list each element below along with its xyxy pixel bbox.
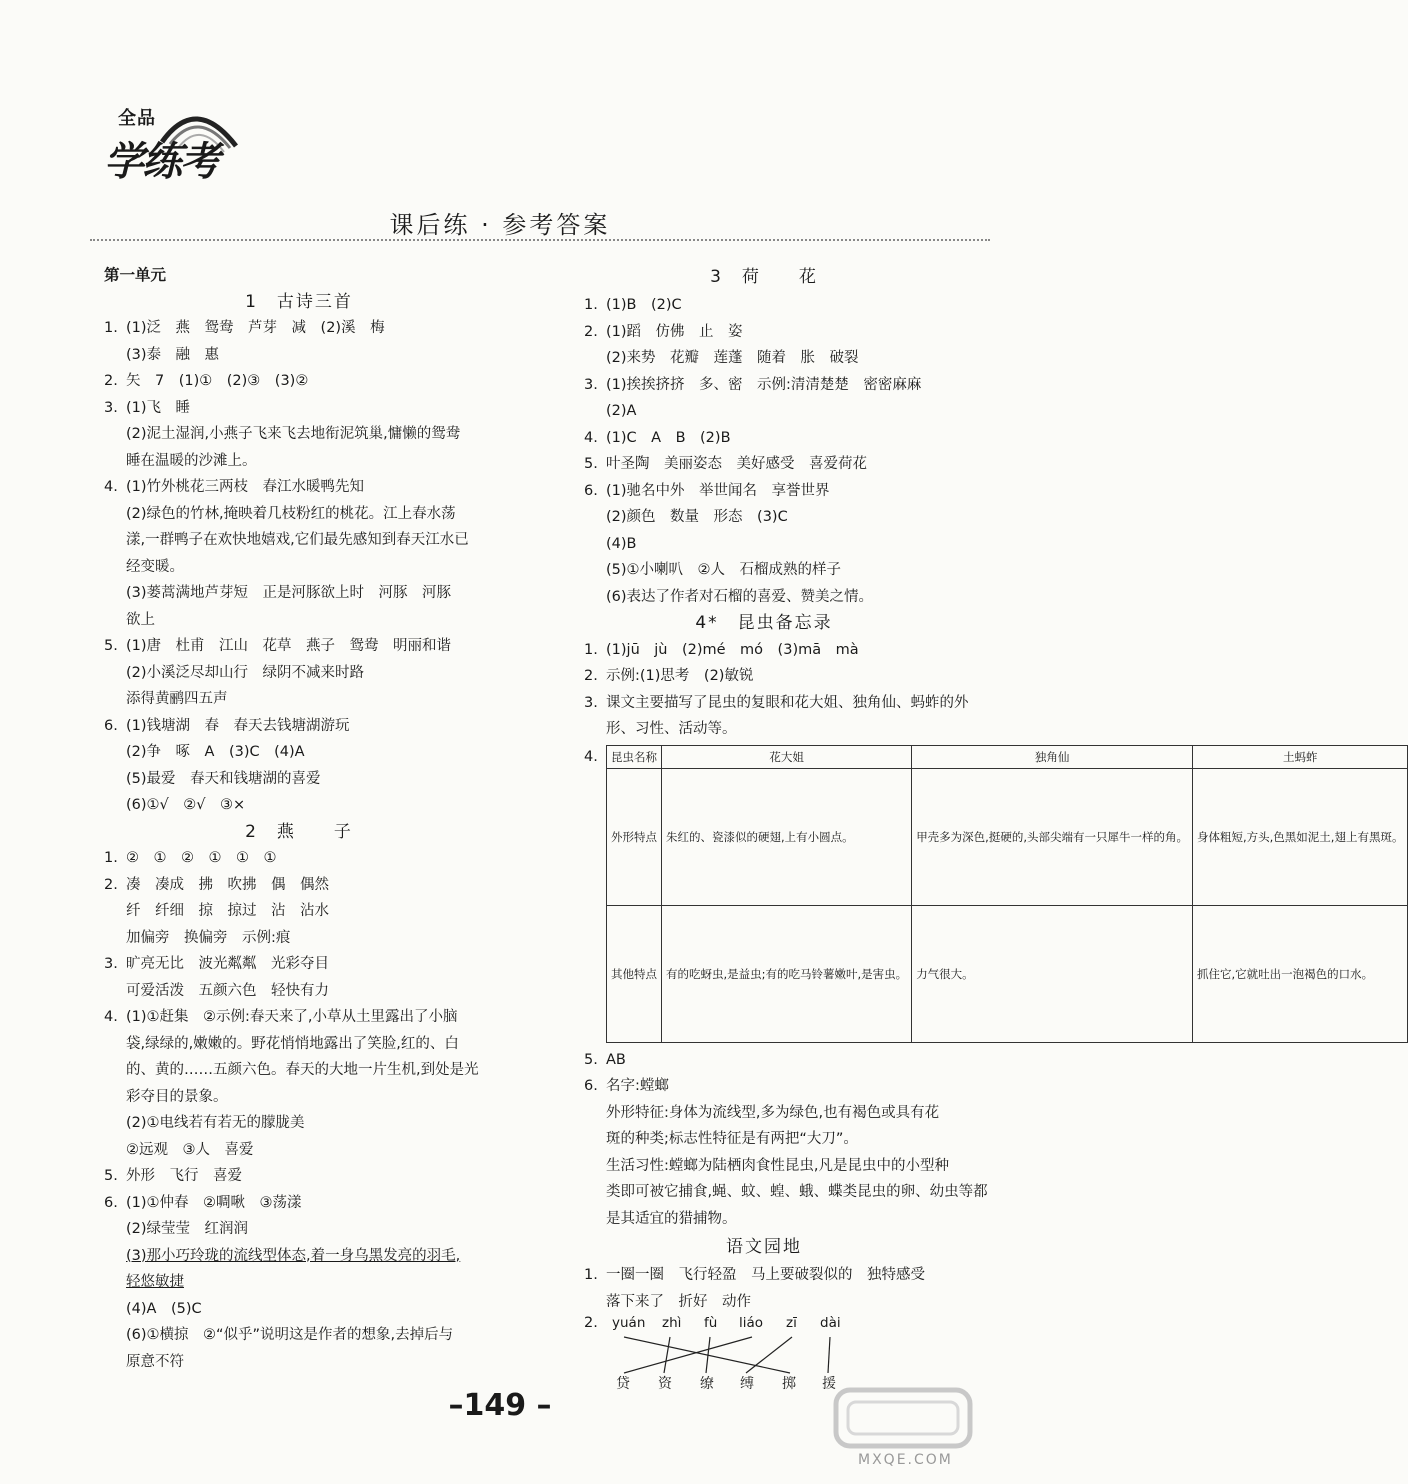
question-number: 1. xyxy=(104,850,118,866)
answer-line xyxy=(104,342,494,369)
question-number: 4. xyxy=(104,1009,118,1025)
answer-text: 轻悠敏捷 xyxy=(126,1274,184,1290)
answer-line xyxy=(104,1243,494,1270)
answer-text: 课文主要描写了昆虫的复眼和花大姐、独角仙、蚂蚱的外 xyxy=(606,694,969,711)
page-number: –149 – xyxy=(448,1388,552,1423)
answer-text: 语文园地 xyxy=(726,1237,802,1257)
answer-text: (2)绿莹莹 红润润 xyxy=(126,1221,249,1237)
answer-text: 第一单元 xyxy=(104,266,167,284)
answer-text: (3)泰 融 惠 xyxy=(126,346,220,363)
answer-text: 旷亮无比 波光粼粼 光彩夺目 xyxy=(126,956,329,972)
answer-text: 4* 昆虫备忘录 xyxy=(695,613,833,633)
answer-text: (1)①赶集 ②示例:春天来了,小草从土里露出了小脑 xyxy=(126,1009,458,1025)
section-heading xyxy=(104,289,494,316)
answer-line xyxy=(584,690,969,717)
answer-text: (2)来势 花瓣 莲蓬 随着 胀 破裂 xyxy=(606,350,859,366)
answer-text: 外形 飞行 喜爱 xyxy=(126,1168,242,1184)
table-cell: 身体粗短,方头,色黑如泥土,翅上有黑斑。 xyxy=(1193,768,1408,905)
table-cell: 抓住它,它就吐出一泡褐色的口水。 xyxy=(1193,905,1408,1042)
question-number: 4. xyxy=(584,429,598,446)
question-number: 6. xyxy=(104,717,118,734)
brand-logo xyxy=(100,100,250,184)
question-number: 5. xyxy=(584,456,598,472)
answer-text: 是其适宜的猎捕物。 xyxy=(606,1210,737,1227)
answer-text: 加偏旁 换偏旁 示例:痕 xyxy=(126,929,291,946)
answer-line xyxy=(584,372,944,399)
answer-line xyxy=(104,978,494,1005)
answer-text: (1)蹈 仿佛 止 姿 xyxy=(606,323,743,340)
answer-line xyxy=(104,1349,494,1376)
answer-line xyxy=(584,425,944,452)
answer-text: 凑 凑成 拂 吹拂 偶 偶然 xyxy=(126,876,329,893)
answer-line xyxy=(104,686,494,713)
answer-line xyxy=(584,1262,944,1289)
answer-text: 叶圣陶 美丽姿态 美好感受 喜爱荷花 xyxy=(606,456,867,472)
answer-text: 形、习性、活动等。 xyxy=(606,721,737,737)
answer-text: (2)①电线若有若无的朦胧美 xyxy=(126,1115,305,1131)
logo-brand-main: 学练考 xyxy=(104,139,218,185)
answer-text: (6)①√ ②√ ③× xyxy=(126,797,246,813)
answer-line xyxy=(104,633,494,660)
answer-line xyxy=(104,607,494,634)
watermark-text: MXQE.COM xyxy=(858,1452,953,1468)
answer-text: (1)竹外桃花三两枝 春江水暖鸭先知 xyxy=(126,479,365,495)
question-number: 2. xyxy=(584,1315,598,1331)
answer-text: 名字:螳螂 xyxy=(606,1078,669,1094)
answer-text: (3)蒌蒿满地芦芽短 正是河豚欲上时 河豚 河豚 xyxy=(126,585,452,601)
section-heading xyxy=(584,1232,944,1262)
answer-text: (1)飞 睡 xyxy=(126,399,191,416)
question-number: 3. xyxy=(584,694,598,711)
answer-line xyxy=(104,660,494,687)
question-4-table-block xyxy=(584,745,1404,1043)
table-cell: 有的吃蚜虫,是益虫;有的吃马铃薯嫩叶,是害虫。 xyxy=(662,905,912,1042)
answer-line xyxy=(104,1190,494,1217)
header-cell: 土蚂蚱 xyxy=(1193,745,1408,768)
answer-line xyxy=(104,1057,494,1084)
question-number: 1. xyxy=(104,320,118,336)
section-heading xyxy=(104,819,494,846)
answer-text: ② ① ② ① ① ① xyxy=(126,850,277,866)
pinyin-item: liáo xyxy=(739,1315,764,1331)
answer-line xyxy=(104,1296,494,1323)
answer-line xyxy=(104,1004,494,1031)
answer-line xyxy=(104,474,494,501)
answer-line xyxy=(584,1179,988,1206)
answer-line xyxy=(104,872,494,899)
question-number: 3. xyxy=(584,376,598,393)
answer-text: 睡在温暖的沙滩上。 xyxy=(126,452,257,469)
answer-line xyxy=(584,637,944,664)
answer-line xyxy=(104,1322,494,1349)
question-number: 5. xyxy=(104,1168,118,1184)
table-row xyxy=(607,768,1408,905)
header-cell: 独角仙 xyxy=(912,745,1193,768)
answer-line xyxy=(584,1153,949,1180)
answer-text: 示例:(1)思考 (2)敏锐 xyxy=(606,668,754,684)
answer-line xyxy=(104,501,494,528)
question-number: 2. xyxy=(584,668,598,684)
answer-text: 3 荷 花 xyxy=(710,267,818,287)
question-number: 3. xyxy=(104,956,118,972)
answer-line xyxy=(584,504,944,531)
left-column xyxy=(104,262,494,1375)
hanzi-item: 贷 xyxy=(616,1376,630,1392)
answer-text: 生活习性:螳螂为陆栖肉食性昆虫,凡是昆虫中的小型种 xyxy=(606,1157,949,1174)
answer-line xyxy=(584,1126,944,1153)
answer-line xyxy=(584,531,944,558)
answer-text: 外形特征:身体为流线型,多为绿色,也有褐色或具有花 xyxy=(606,1104,940,1121)
answer-line xyxy=(104,554,494,581)
answer-line xyxy=(104,845,494,872)
answer-text: (1)C A B (2)B xyxy=(606,429,731,446)
answer-text: 原意不符 xyxy=(126,1353,184,1370)
answer-text: 欲上 xyxy=(126,611,155,628)
answer-line xyxy=(104,1269,494,1296)
pinyin-item: zī xyxy=(786,1315,797,1331)
answer-line xyxy=(104,1110,494,1137)
section-heading xyxy=(584,262,944,292)
answer-text: 彩夺目的景象。 xyxy=(126,1088,228,1105)
answer-line xyxy=(584,557,944,584)
answer-line xyxy=(584,1100,944,1127)
table-cell: 甲壳多为深色,挺硬的,头部尖端有一只犀牛一样的角。 xyxy=(912,768,1193,905)
answer-text: 类即可被它捕食,蝇、蚊、蝗、蛾、蝶类昆虫的卵、幼虫等都 xyxy=(606,1184,988,1200)
answer-line xyxy=(584,398,944,425)
answer-text: (4)A (5)C xyxy=(126,1300,202,1317)
answer-line xyxy=(584,716,944,743)
logo-brand-top: 全品 xyxy=(118,108,156,129)
row-label: 外形特点 xyxy=(607,768,662,905)
answer-text: (5)①小喇叭 ②人 石榴成熟的样子 xyxy=(606,562,842,578)
answer-line xyxy=(104,951,494,978)
question-number: 2. xyxy=(104,876,118,893)
answer-text: (1)B (2)C xyxy=(606,297,682,313)
answer-line xyxy=(104,713,494,740)
answer-line xyxy=(584,451,944,478)
answer-line xyxy=(584,292,944,319)
answer-text: (2)争 啄 A (3)C (4)A xyxy=(126,744,305,760)
answer-text: 纤 纤细 掠 掠过 沾 沾水 xyxy=(126,903,329,919)
answer-text: 一圈一圈 飞行轻盈 马上要破裂似的 独特感受 xyxy=(606,1267,925,1283)
answer-line xyxy=(584,1047,944,1074)
pinyin-row xyxy=(584,1315,944,1337)
hanzi-item: 资 xyxy=(658,1376,672,1392)
answer-line xyxy=(584,1073,944,1100)
answer-text: 2 燕 子 xyxy=(245,821,353,842)
answer-line xyxy=(104,898,494,925)
answer-line xyxy=(104,368,494,395)
answer-line xyxy=(584,478,944,505)
table-cell: 力气很大。 xyxy=(912,905,1193,1042)
answer-text: (1)①仲春 ②啁啾 ③荡漾 xyxy=(126,1194,302,1211)
question-number: 5. xyxy=(584,1051,598,1068)
answer-line xyxy=(104,1216,494,1243)
row-label: 其他特点 xyxy=(607,905,662,1042)
question-number: 6. xyxy=(584,482,598,499)
answer-text: 斑的种类;标志性特征是有两把“大刀”。 xyxy=(606,1131,858,1147)
answer-line xyxy=(104,580,494,607)
answer-text: (1)驰名中外 举世闻名 享誉世界 xyxy=(606,482,830,499)
answer-text: (1)唐 杜甫 江山 花草 燕子 鸳鸯 明丽和谐 xyxy=(126,638,452,654)
question-number: 1. xyxy=(584,641,598,658)
answer-text: (5)最爱 春天和钱塘湖的喜爱 xyxy=(126,770,321,787)
title-divider xyxy=(90,239,990,241)
answer-line xyxy=(584,1206,944,1233)
pinyin-item: yuán xyxy=(612,1315,646,1331)
answer-text: (1)泛 燕 鸳鸯 芦芽 减 (2)溪 梅 xyxy=(126,320,385,336)
answer-text: 1 古诗三首 xyxy=(245,291,353,312)
answer-line xyxy=(104,421,494,448)
hanzi-item: 掷 xyxy=(782,1376,796,1392)
question-number: 1. xyxy=(584,297,598,313)
answer-line xyxy=(584,584,944,611)
answer-line xyxy=(104,448,494,475)
unit-heading xyxy=(104,262,494,289)
answer-line xyxy=(104,739,494,766)
answer-text: 落下来了 折好 动作 xyxy=(606,1293,751,1310)
answer-text: (6)①横掠 ②“似乎”说明这是作者的想象,去掉后与 xyxy=(126,1327,454,1343)
answer-line xyxy=(584,319,944,346)
header-cell: 花大姐 xyxy=(662,745,912,768)
answer-text: (2)小溪泛尽却山行 绿阴不减来时路 xyxy=(126,664,365,681)
matching-lines xyxy=(584,1335,864,1375)
question-number: 4. xyxy=(104,479,118,495)
hanzi-item: 援 xyxy=(822,1376,836,1392)
pinyin-item: dài xyxy=(820,1315,841,1331)
answer-text: (2)绿色的竹林,掩映着几枝粉红的桃花。江上春水荡 xyxy=(126,505,456,522)
answer-line xyxy=(584,345,944,372)
insect-table xyxy=(606,745,1408,1043)
answer-text: (2)颜色 数量 形态 (3)C xyxy=(606,509,788,525)
answer-text: (1)挨挨挤挤 多、密 示例:清清楚楚 密密麻麻 xyxy=(606,376,922,393)
answer-text: 矢 7 (1)① (2)③ (3)② xyxy=(126,373,309,389)
table-cell: 朱红的、瓷漆似的硬翅,上有小圆点。 xyxy=(662,768,912,905)
answer-line xyxy=(104,1163,494,1190)
answer-text: ②远观 ③人 喜爱 xyxy=(126,1141,254,1158)
answer-text: (2)A xyxy=(606,403,637,419)
table-header-row xyxy=(607,745,1408,768)
question-number: 2. xyxy=(104,373,118,389)
answer-line xyxy=(104,766,494,793)
answer-text: (4)B xyxy=(606,535,637,552)
section-heading xyxy=(584,610,944,637)
answer-text: 袋,绿绿的,嫩嫩的。野花悄悄地露出了笑脸,红的、白 xyxy=(126,1035,459,1052)
right-column xyxy=(584,262,1404,1411)
answer-text: 添得黄鹂四五声 xyxy=(126,691,228,707)
question-number: 1. xyxy=(584,1267,598,1283)
answer-text: (1)jū jù (2)mé mó (3)mā mà xyxy=(606,641,859,658)
hanzi-item: 缭 xyxy=(700,1376,714,1392)
table-row xyxy=(607,905,1408,1042)
answer-text: (3)那小巧玲珑的流线型体态,着一身乌黑发亮的羽毛, xyxy=(126,1247,461,1264)
question-number: 3. xyxy=(104,399,118,416)
answer-line xyxy=(104,925,494,952)
answer-line xyxy=(104,1084,494,1111)
answer-text: (6)表达了作者对石榴的喜爱、赞美之情。 xyxy=(606,588,874,605)
answer-text: (2)泥土湿润,小燕子飞来飞去地衔泥筑巢,慵懒的鸳鸯 xyxy=(126,426,461,442)
pinyin-item: fù xyxy=(704,1315,718,1331)
answer-line xyxy=(104,315,494,342)
question-number: 6. xyxy=(104,1194,118,1211)
question-number: 6. xyxy=(584,1078,598,1094)
question-number: 2. xyxy=(584,323,598,340)
page-title: 课后练 · 参考答案 xyxy=(389,211,611,239)
answer-text: (1)钱塘湖 春 春天去钱塘湖游玩 xyxy=(126,717,350,734)
answer-text: 经变暖。 xyxy=(126,558,184,575)
answer-line xyxy=(104,527,494,554)
hanzi-item: 缚 xyxy=(740,1376,754,1392)
answer-line xyxy=(104,1031,494,1058)
question-number: 5. xyxy=(104,638,118,654)
answer-line xyxy=(104,792,494,819)
answer-line xyxy=(584,663,944,690)
answer-line xyxy=(104,1137,494,1164)
answer-text: 漾,一群鸭子在欢快地嬉戏,它们最先感知到春天江水已 xyxy=(126,532,469,548)
answer-text: 可爱活泼 五颜六色 轻快有力 xyxy=(126,982,329,999)
answer-line xyxy=(104,395,494,422)
question-number: 4. xyxy=(584,748,598,765)
right-bottom-answers xyxy=(584,1047,988,1316)
header-cell: 昆虫名称 xyxy=(607,745,662,768)
answer-text: AB xyxy=(606,1051,626,1068)
pinyin-item: zhì xyxy=(662,1315,682,1331)
answer-text: 的、黄的……五颜六色。春天的大地一片生机,到处是光 xyxy=(126,1062,479,1078)
answer-line xyxy=(584,1289,944,1316)
right-top-answers xyxy=(584,262,969,743)
